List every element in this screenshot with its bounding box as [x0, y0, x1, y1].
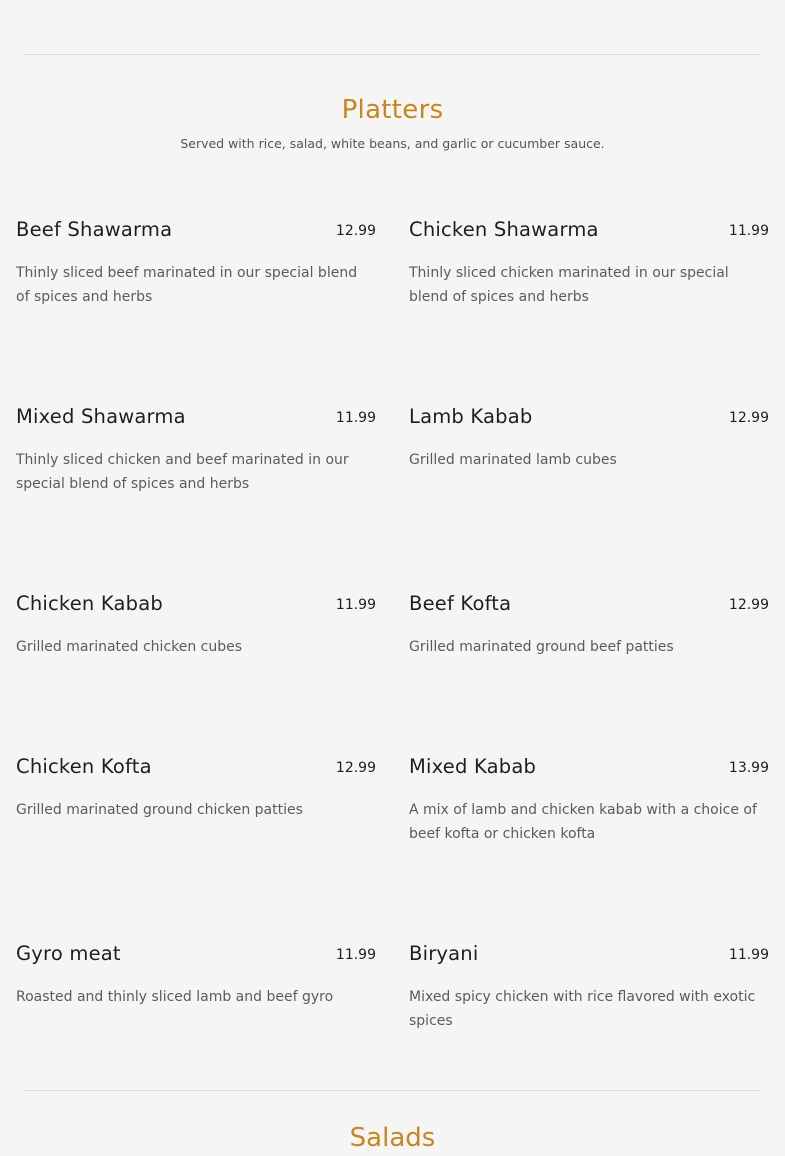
menu-item-price: 11.99: [335, 410, 376, 426]
menu-item-price: 11.99: [335, 947, 376, 963]
section-divider: [24, 1090, 761, 1091]
menu-item-description: Grilled marinated ground chicken patties: [16, 802, 303, 818]
menu-item-name: Mixed Shawarma: [16, 405, 186, 428]
section-title: Platters: [341, 95, 444, 125]
next-section-title: Salads: [349, 1123, 436, 1153]
menu-item-name: Lamb Kabab: [409, 405, 533, 428]
menu-item-name: Biryani: [409, 942, 479, 965]
menu-item-price: 11.99: [728, 223, 769, 239]
menu-item-description: Mixed spicy chicken with rice flavored with exotic spices: [409, 989, 756, 1029]
menu-item-price: 11.99: [335, 597, 376, 613]
menu-item-description: Thinly sliced chicken marinated in our special blend of spices and herbs: [409, 265, 729, 305]
section-subtitle: Served with rice, salad, white beans, and garlic or cucumber sauce.: [180, 136, 605, 151]
menu-item-description: Thinly sliced chicken and beef marinated in our special blend of spices and herbs: [16, 452, 349, 492]
menu-item-name: Beef Kofta: [409, 592, 512, 615]
menu-item-name: Gyro meat: [16, 942, 121, 965]
menu-item-name: Chicken Kofta: [16, 755, 152, 778]
menu-item-price: 12.99: [728, 597, 769, 613]
menu-item-description: Thinly sliced beef marinated in our special blend of spices and herbs: [16, 265, 358, 305]
menu-item-price: 12.99: [335, 760, 376, 776]
menu-item-name: Chicken Shawarma: [409, 218, 599, 241]
menu-item-name: Chicken Kabab: [16, 592, 163, 615]
menu-item-description: A mix of lamb and chicken kabab with a choice of beef kofta or chicken kofta: [409, 802, 757, 842]
menu-item-description: Grilled marinated lamb cubes: [409, 452, 617, 468]
menu-item-description: Grilled marinated chicken cubes: [16, 639, 243, 655]
menu-item-price: 11.99: [728, 947, 769, 963]
menu-item-name: Beef Shawarma: [16, 218, 173, 241]
section-divider: [24, 54, 761, 55]
menu-item-description: Roasted and thinly sliced lamb and beef gyro: [16, 989, 334, 1005]
menu-item-price: 12.99: [728, 410, 769, 426]
menu-item-name: Mixed Kabab: [409, 755, 537, 778]
menu-item-price: 13.99: [728, 760, 769, 776]
menu-item-price: 12.99: [335, 223, 376, 239]
menu-item-description: Grilled marinated ground beef patties: [409, 639, 674, 655]
